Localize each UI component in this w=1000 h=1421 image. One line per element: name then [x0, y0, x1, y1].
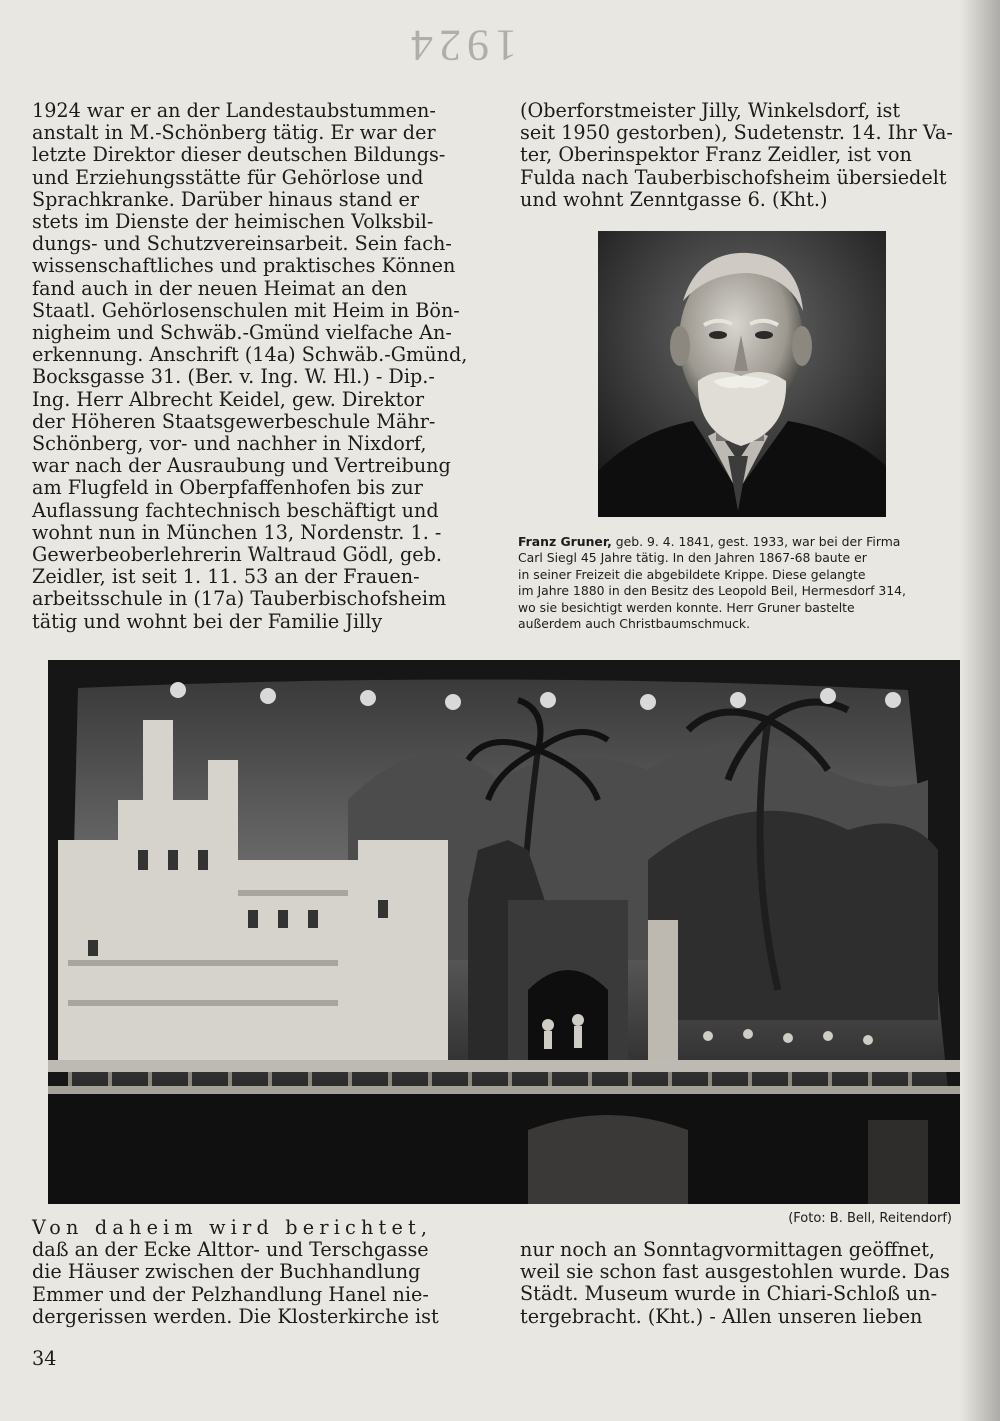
text-line: anstalt in M.-Schönberg tätig. Er war der [32, 121, 436, 145]
caption-line: außerdem auch Christbaumschmuck. [518, 616, 751, 632]
text-line: die Häuser zwischen der Buchhandlung [32, 1260, 421, 1284]
text-line: fand auch in der neuen Heimat an den [32, 276, 408, 300]
portrait-caption [518, 534, 972, 632]
text-line: Städt. Museum wurde in Chiari-Schloß un- [520, 1282, 938, 1306]
text-line: Ing. Herr Albrecht Keidel, gew. Direktor [32, 387, 425, 411]
text-line: Bocksgasse 31. (Ber. v. Ing. W. Hl.) - Dip.- [32, 365, 435, 389]
text-line: und Erziehungsstätte für Gehörlose und [32, 165, 424, 189]
text-line: tätig und wohnt bei der Familie Jilly [32, 609, 383, 633]
page-number: 34 [32, 1347, 57, 1370]
text-line: der Höheren Staatsgewerbeschule Mähr- [32, 409, 436, 433]
text-line: (Oberforstmeister Jilly, Winkelsdorf, ist [520, 99, 901, 122]
caption-line: Carl Siegl 45 Jahre tätig. In den Jahren 1867-68 baute er [518, 550, 867, 566]
text-line: am Flugfeld in Oberpfaffenhofen bis zur [32, 476, 423, 500]
text-line: stets im Dienste der heimischen Volksbil- [32, 210, 434, 234]
right-column-text [520, 100, 972, 211]
caption-line: im Jahre 1880 in den Besitz des Leopold Beil, Hermesdorf 314, [518, 583, 906, 599]
text-line: nigheim und Schwäb.-Gmünd vielfache An- [32, 321, 452, 345]
text-line: dergerissen werden. Die Klosterkirche ist [32, 1304, 439, 1328]
text-line: wohnt nun in München 13, Nordenstr. 1. - [32, 520, 442, 544]
text-line: Schönberg, vor- und nachher in Nixdorf, [32, 432, 427, 456]
right-bottom-text [520, 1239, 972, 1328]
text-line: tergebracht. (Kht.) - Allen unseren lieben [520, 1304, 923, 1328]
left-column-text [32, 100, 488, 633]
text-line: weil sie schon fast ausgestohlen wurde. Das [520, 1260, 950, 1284]
caption-line: in seiner Freizeit die abgebildete Krippe. Diese gelangte [518, 566, 866, 582]
text-line: ter, Oberinspektor Franz Zeidler, ist von [520, 143, 912, 167]
text-line: 1924 war er an der Landestaubstummen- [32, 99, 436, 122]
caption-name: Franz Gruner, [518, 534, 612, 549]
text-line: Von daheim wird berichtet, [32, 1216, 433, 1239]
text-line: arbeitsschule in (17a) Tauberbischofsheim [32, 587, 447, 611]
text-line: Auflassung fachtechnisch beschäftigt und [32, 498, 439, 522]
text-line: Fulda nach Tauberbischofsheim übersiedelt [520, 165, 947, 189]
nativity-scene-photo [48, 660, 960, 1204]
text-line: erkennung. Anschrift (14a) Schwäb.-Gmünd, [32, 343, 468, 367]
text-line: letzte Direktor dieser deutschen Bildungs- [32, 143, 446, 167]
text-line: war nach der Ausraubung und Vertreibung [32, 454, 451, 478]
portrait-illustration [598, 231, 886, 517]
text-line: Staatl. Gehörlosenschulen mit Heim in Bön- [32, 298, 460, 322]
caption-line: geb. 9. 4. 1841, gest. 1933, war bei der Firma [611, 534, 901, 549]
nativity-scene-illustration [48, 660, 960, 1204]
text-line: dungs- und Schutzvereinsarbeit. Sein fach- [32, 232, 452, 256]
text-line: nur noch an Sonntagvormittagen geöffnet, [520, 1238, 936, 1261]
left-bottom-text [32, 1217, 488, 1328]
archive-stamp: 1924 [405, 21, 517, 70]
text-line: Sprachkranke. Darüber hinaus stand er [32, 187, 420, 211]
photo-credit: (Foto: B. Bell, Reitendorf) [788, 1211, 952, 1226]
text-line: und wohnt Zenntgasse 6. (Kht.) [520, 187, 828, 211]
portrait-photo [598, 231, 886, 517]
scan-edge-shadow [960, 0, 1000, 1421]
text-line: wissenschaftliches und praktisches Können [32, 254, 456, 278]
text-line: daß an der Ecke Alttor- und Terschgasse [32, 1238, 429, 1262]
text-line: Gewerbeoberlehrerin Waltraud Gödl, geb. [32, 543, 442, 567]
text-line: seit 1950 gestorben), Sudetenstr. 14. Ihr Va- [520, 121, 953, 145]
caption-line: wo sie besichtigt werden konnte. Herr Gruner bastelte [518, 599, 855, 615]
text-line: Zeidler, ist seit 1. 11. 53 an der Frauen- [32, 565, 420, 589]
text-line: Emmer und der Pelzhandlung Hanel nie- [32, 1282, 429, 1306]
